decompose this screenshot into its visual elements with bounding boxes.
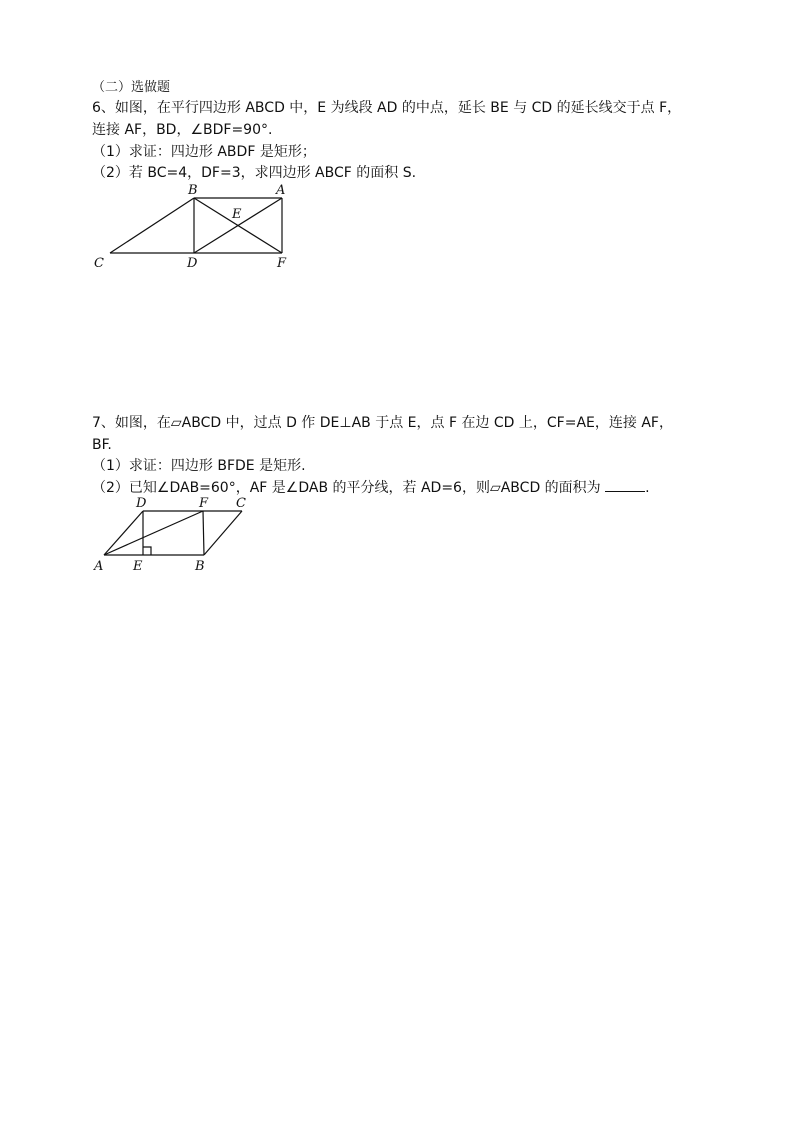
q7-segment-AD	[104, 511, 143, 555]
section-title: （二）选做题	[92, 80, 171, 95]
q7-segment-BF	[203, 511, 204, 555]
q7-part1: （1）求证：四边形 BFDE 是矩形.	[92, 458, 306, 474]
q6-figure	[90, 180, 310, 272]
q7-segment-CB	[204, 511, 242, 555]
q6-part2: （2）若 BC=4，DF=3，求四边形 ABCF 的面积 S.	[92, 165, 417, 181]
q6-part1: （1）求证：四边形 ABDF 是矩形；	[92, 144, 316, 160]
q7-label-A: A	[94, 559, 104, 574]
q6-label-E: E	[232, 207, 242, 222]
q7-label-D: D	[136, 496, 147, 511]
q7-label-B: B	[195, 559, 205, 574]
q6-label-D: D	[187, 256, 198, 271]
q7-figure	[88, 494, 258, 576]
q7-answer-blank	[605, 479, 645, 492]
q6-stem-line1: 6、如图，在平行四边形 ABCD 中，E 为线段 AD 的中点，延长 BE 与 CD 的延长线交于点 F，	[92, 100, 682, 116]
q6-label-F: F	[277, 256, 287, 271]
q7-stem-line2: BF.	[92, 437, 112, 453]
q7-part2-text: （2）已知∠DAB=60°，AF 是∠DAB 的平分线，若 AD=6，则▱ABCD 的面积为	[92, 480, 601, 496]
q7-segment-AF	[104, 511, 203, 555]
q7-label-F: F	[199, 496, 209, 511]
q7-stem-line1: 7、如图，在▱ABCD 中，过点 D 作 DE⊥AB 于点 E，点 F 在边 CD 上，CF=AE，连接 AF，	[92, 415, 673, 431]
q7-part2-suffix: .	[645, 480, 650, 496]
q7-label-E: E	[133, 559, 143, 574]
q7-right-angle-mark	[143, 547, 151, 555]
q6-segment-CB	[110, 198, 194, 253]
q6-label-A: A	[276, 183, 286, 198]
q6-label-C: C	[94, 256, 104, 271]
q7-label-C: C	[236, 496, 246, 511]
q6-label-B: B	[188, 183, 198, 198]
q6-stem-line2: 连接 AF，BD，∠BDF=90°.	[92, 122, 273, 138]
